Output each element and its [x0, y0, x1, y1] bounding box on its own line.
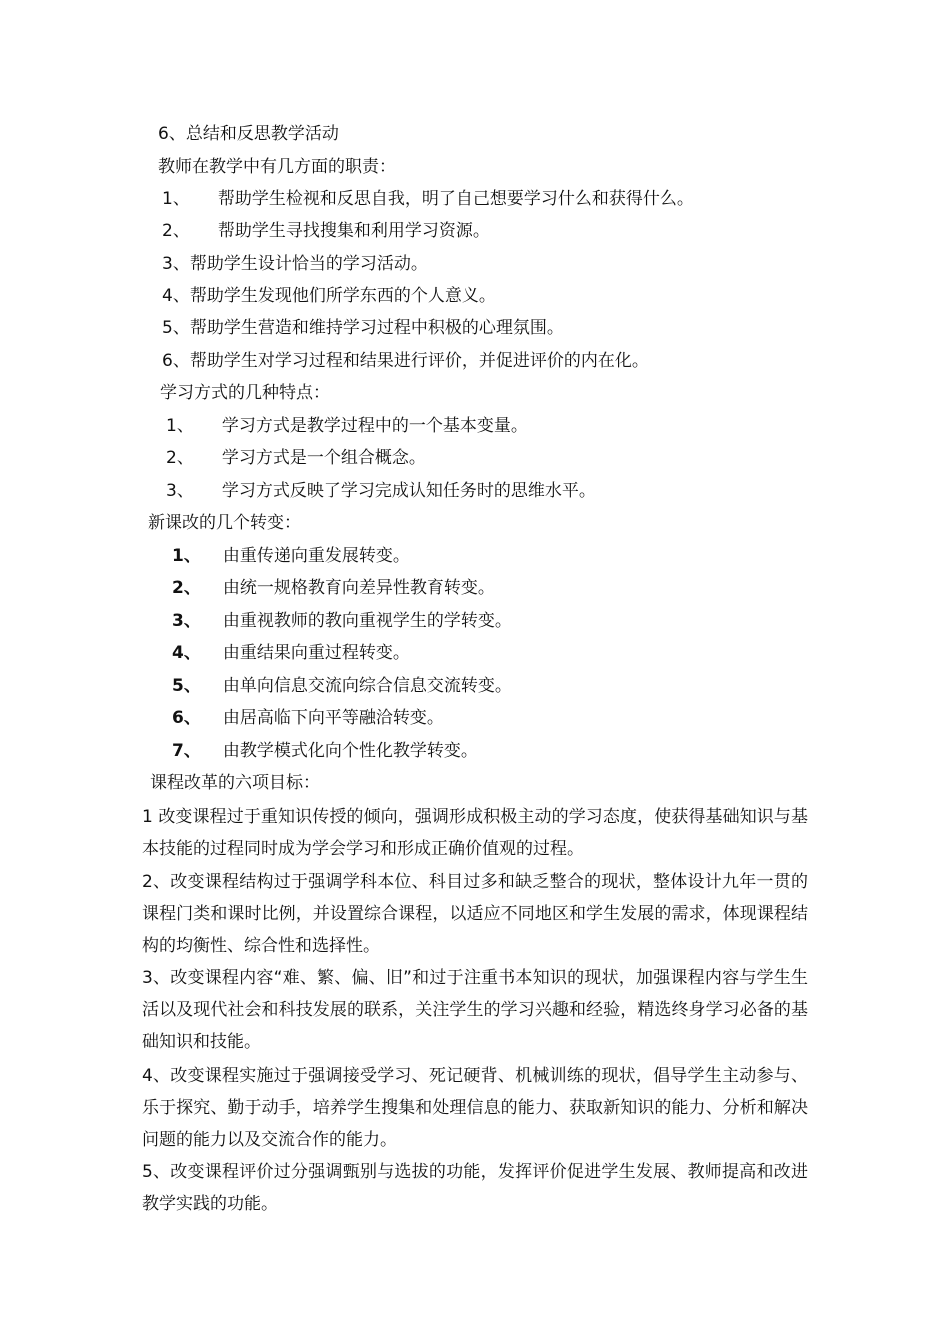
- shift-item-6: [172, 708, 444, 728]
- item-text: 帮助学生对学习过程和结果进行评价，并促进评价的内在化。: [189, 351, 649, 371]
- item-number: 4、: [162, 286, 190, 306]
- goal-paragraph-3: 3、改变课程内容“难、繁、偏、旧”和过于注重书本知识的现状，加强课程内容与学生生活以及现代社会和科技发展的联系，关注学生的学习兴趣和经验，精选终身学习必备的基础知识和技能。: [142, 968, 808, 1052]
- item-number: 3、: [172, 611, 201, 631]
- item-text: 帮助学生检视和反思自我，明了自己想要学习什么和获得什么。: [217, 189, 694, 209]
- item-number: 7、: [172, 741, 201, 761]
- section-heading-learning-styles: 学习方式的几种特点：: [160, 383, 330, 403]
- item-number: 2、: [172, 578, 201, 598]
- duty-item-3: [162, 254, 428, 274]
- item-text: 帮助学生发现他们所学东西的个人意义。: [189, 286, 496, 306]
- duty-item-6: [162, 351, 649, 371]
- item-text: 由居高临下向平等融洽转变。: [222, 708, 444, 728]
- item-number: 5、: [172, 676, 201, 696]
- shift-item-5: [172, 676, 512, 696]
- item-text: 学习方式反映了学习完成认知任务时的思维水平。: [221, 481, 596, 501]
- goal-paragraph-4: 4、改变课程实施过于强调接受学习、死记硬背、机械训练的现状，倡导学生主动参与、乐于探究、勤于动手，培养学生搜集和处理信息的能力、获取新知识的能力、分析和解决问题的能力以及交流合作的能力。: [142, 1066, 808, 1150]
- item-number: 5、: [162, 318, 190, 338]
- shift-item-1: [172, 546, 410, 566]
- item-text: 帮助学生设计恰当的学习活动。: [189, 254, 428, 274]
- item-number: 1、: [162, 189, 190, 209]
- item-text: 由重结果向重过程转变。: [222, 643, 410, 663]
- duty-item-4: [162, 286, 496, 306]
- item-number: 6、: [172, 708, 201, 728]
- duty-item-5: [162, 318, 564, 338]
- duty-item-2: [162, 221, 490, 241]
- item-text: 学习方式是教学过程中的一个基本变量。: [221, 416, 528, 436]
- item-text: 由统一规格教育向差异性教育转变。: [222, 578, 495, 598]
- item-number: 1、: [166, 416, 194, 436]
- item-number: 3、: [166, 481, 194, 501]
- item-text: 学习方式是一个组合概念。: [221, 448, 426, 468]
- goal-paragraph-2: 2、改变课程结构过于强调学科本位、科目过多和缺乏整合的现状，整体设计九年一贯的课程门类和课时比例，并设置综合课程，以适应不同地区和学生发展的需求，体现课程结构的均衡性、综合性和选择性。: [142, 872, 808, 956]
- shift-item-7: [172, 741, 478, 761]
- style-item-1: [166, 416, 528, 436]
- item-number: 2、: [162, 221, 190, 241]
- style-item-2: [166, 448, 426, 468]
- shift-item-3: [172, 611, 512, 631]
- list-item-summarize: 6、总结和反思教学活动: [158, 124, 339, 144]
- goal-paragraph-1: 1 改变课程过于重知识传授的倾向，强调形成积极主动的学习态度，使获得基础知识与基本技能的过程同时成为学会学习和形成正确价值观的过程。: [142, 807, 808, 859]
- item-text: 帮助学生寻找搜集和利用学习资源。: [217, 221, 490, 241]
- item-number: 6、: [162, 351, 190, 371]
- shift-item-4: [172, 643, 410, 663]
- shift-item-2: [172, 578, 495, 598]
- item-text: 帮助学生营造和维持学习过程中积极的心理氛围。: [189, 318, 564, 338]
- item-text: 由重传递向重发展转变。: [222, 546, 410, 566]
- goal-paragraph-5: 5、改变课程评价过分强调甄别与选拔的功能，发挥评价促进学生发展、教师提高和改进教学实践的功能。: [142, 1162, 808, 1214]
- item-number: 1、: [172, 546, 201, 566]
- item-number: 3、: [162, 254, 190, 274]
- section-heading-reform-goals: 课程改革的六项目标：: [150, 773, 320, 793]
- item-number: 2、: [166, 448, 194, 468]
- item-number: 4、: [172, 643, 201, 663]
- section-heading-reform-shifts: 新课改的几个转变：: [148, 513, 301, 533]
- style-item-3: [166, 481, 596, 501]
- section-heading-teacher-duties: 教师在教学中有几方面的职责：: [158, 157, 396, 177]
- duty-item-1: [162, 189, 694, 209]
- item-text: 由单向信息交流向综合信息交流转变。: [222, 676, 512, 696]
- item-text: 由重视教师的教向重视学生的学转变。: [222, 611, 512, 631]
- item-text: 由教学模式化向个性化教学转变。: [222, 741, 478, 761]
